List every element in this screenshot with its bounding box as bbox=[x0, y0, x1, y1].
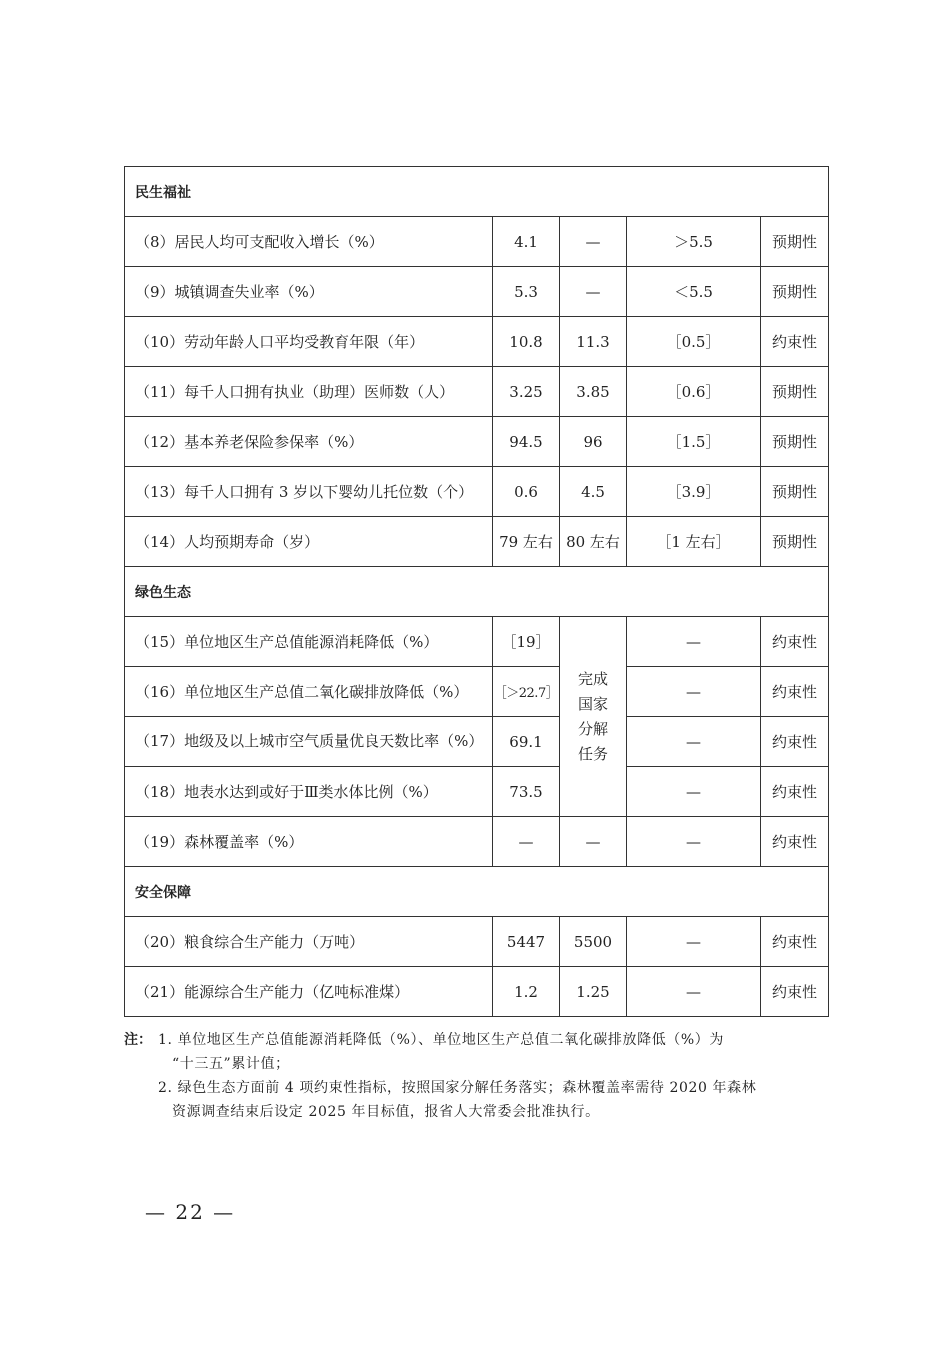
indicator-name: （16）单位地区生产总值二氧化碳排放降低（%） bbox=[125, 667, 493, 717]
table-row bbox=[125, 417, 829, 467]
attribute: 约束性 bbox=[761, 817, 829, 867]
base-value: 3.25 bbox=[493, 367, 560, 417]
indicator-name: （20）粮食综合生产能力（万吨） bbox=[125, 917, 493, 967]
average-value: — bbox=[627, 767, 761, 817]
average-value: — bbox=[627, 667, 761, 717]
table-row bbox=[125, 817, 829, 867]
base-value: — bbox=[493, 817, 560, 867]
base-value: 69.1 bbox=[493, 717, 560, 767]
base-value: ［19］ bbox=[493, 617, 560, 667]
base-value: 1.2 bbox=[493, 967, 560, 1017]
base-value: 73.5 bbox=[493, 767, 560, 817]
target-value: — bbox=[560, 217, 627, 267]
target-value: 80 左右 bbox=[560, 517, 627, 567]
indicator-name: （14）人均预期寿命（岁） bbox=[125, 517, 493, 567]
average-value: — bbox=[627, 617, 761, 667]
table-row bbox=[125, 467, 829, 517]
average-value: ［3.9］ bbox=[627, 467, 761, 517]
table-row bbox=[125, 317, 829, 367]
attribute: 约束性 bbox=[761, 717, 829, 767]
target-value: 5500 bbox=[560, 917, 627, 967]
table-row bbox=[125, 617, 829, 667]
note-text: 2. 绿色生态方面前 4 项约束性指标，按照国家分解任务落实；森林覆盖率需待 2020 年森林 bbox=[158, 1080, 757, 1096]
base-value: 4.1 bbox=[493, 217, 560, 267]
table-row bbox=[125, 217, 829, 267]
indicator-name: （8）居民人均可支配收入增长（%） bbox=[125, 217, 493, 267]
note-2 bbox=[124, 1076, 830, 1100]
table-row bbox=[125, 917, 829, 967]
attribute: 预期性 bbox=[761, 417, 829, 467]
indicator-name: （19）森林覆盖率（%） bbox=[125, 817, 493, 867]
average-value: ［0.5］ bbox=[627, 317, 761, 367]
indicator-name: （21）能源综合生产能力（亿吨标准煤） bbox=[125, 967, 493, 1017]
note-1-continued bbox=[124, 1052, 830, 1076]
merged-target-line: 国家 bbox=[577, 694, 608, 713]
table-row bbox=[125, 367, 829, 417]
table-row bbox=[125, 767, 829, 817]
base-value: 10.8 bbox=[493, 317, 560, 367]
target-value: 11.3 bbox=[560, 317, 627, 367]
attribute: 预期性 bbox=[761, 467, 829, 517]
indicator-name: （17）地级及以上城市空气质量优良天数比率（%） bbox=[125, 717, 493, 767]
page-number: — 22 — bbox=[145, 1200, 236, 1224]
section-row-welfare bbox=[125, 167, 829, 217]
note-text: 资源调查结束后设定 2025 年目标值，报省人大常委会批准执行。 bbox=[172, 1104, 600, 1120]
average-value: ［1 左右］ bbox=[627, 517, 761, 567]
average-value: — bbox=[627, 917, 761, 967]
attribute: 约束性 bbox=[761, 317, 829, 367]
base-value: ［＞22.7］ bbox=[493, 667, 560, 717]
indicator-name: （12）基本养老保险参保率（%） bbox=[125, 417, 493, 467]
merged-target-cell bbox=[560, 617, 627, 817]
attribute: 预期性 bbox=[761, 217, 829, 267]
note-1 bbox=[124, 1028, 830, 1052]
average-value: ［0.6］ bbox=[627, 367, 761, 417]
attribute: 约束性 bbox=[761, 767, 829, 817]
section-title: 绿色生态 bbox=[125, 567, 829, 617]
target-value: 3.85 bbox=[560, 367, 627, 417]
table-row bbox=[125, 517, 829, 567]
target-value: 96 bbox=[560, 417, 627, 467]
table-row bbox=[125, 667, 829, 717]
base-value: 94.5 bbox=[493, 417, 560, 467]
merged-target-line: 任务 bbox=[577, 744, 608, 763]
target-value: — bbox=[560, 267, 627, 317]
table-row bbox=[125, 967, 829, 1017]
section-row-green bbox=[125, 567, 829, 617]
target-value: 1.25 bbox=[560, 967, 627, 1017]
indicator-name: （9）城镇调查失业率（%） bbox=[125, 267, 493, 317]
table-notes bbox=[124, 1028, 830, 1124]
indicator-table bbox=[124, 166, 829, 1017]
target-value: 4.5 bbox=[560, 467, 627, 517]
base-value: 5447 bbox=[493, 917, 560, 967]
indicator-name: （10）劳动年龄人口平均受教育年限（年） bbox=[125, 317, 493, 367]
merged-target-line: 分解 bbox=[577, 719, 608, 738]
attribute: 约束性 bbox=[761, 917, 829, 967]
average-value: — bbox=[627, 717, 761, 767]
attribute: 预期性 bbox=[761, 367, 829, 417]
base-value: 79 左右 bbox=[493, 517, 560, 567]
indicator-name: （15）单位地区生产总值能源消耗降低（%） bbox=[125, 617, 493, 667]
base-value: 0.6 bbox=[493, 467, 560, 517]
average-value: ＜5.5 bbox=[627, 267, 761, 317]
note-label: 注： bbox=[124, 1032, 152, 1048]
note-text: “十三五”累计值； bbox=[172, 1056, 290, 1072]
note-2-continued bbox=[124, 1100, 830, 1124]
section-title: 安全保障 bbox=[125, 867, 829, 917]
attribute: 约束性 bbox=[761, 667, 829, 717]
average-value: — bbox=[627, 817, 761, 867]
indicator-name: （11）每千人口拥有执业（助理）医师数（人） bbox=[125, 367, 493, 417]
indicator-name: （13）每千人口拥有 3 岁以下婴幼儿托位数（个） bbox=[125, 467, 493, 517]
attribute: 预期性 bbox=[761, 267, 829, 317]
base-value: 5.3 bbox=[493, 267, 560, 317]
note-text: 1. 单位地区生产总值能源消耗降低（%）、单位地区生产总值二氧化碳排放降低（%）为 bbox=[158, 1032, 725, 1048]
attribute: 预期性 bbox=[761, 517, 829, 567]
target-value: — bbox=[560, 817, 627, 867]
section-row-security bbox=[125, 867, 829, 917]
average-value: ［1.5］ bbox=[627, 417, 761, 467]
attribute: 约束性 bbox=[761, 967, 829, 1017]
average-value: ＞5.5 bbox=[627, 217, 761, 267]
average-value: — bbox=[627, 967, 761, 1017]
merged-target-line: 完成 bbox=[577, 669, 608, 688]
table-row bbox=[125, 717, 829, 767]
table-row bbox=[125, 267, 829, 317]
attribute: 约束性 bbox=[761, 617, 829, 667]
section-title: 民生福祉 bbox=[125, 167, 829, 217]
indicator-name: （18）地表水达到或好于Ⅲ类水体比例（%） bbox=[125, 767, 493, 817]
